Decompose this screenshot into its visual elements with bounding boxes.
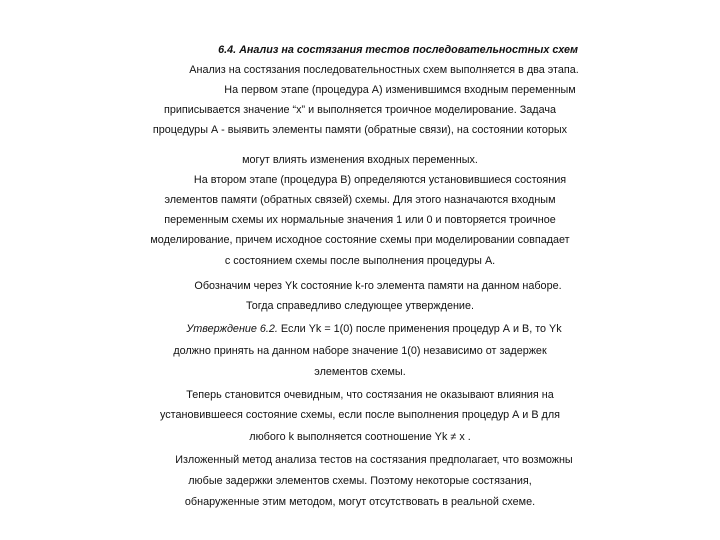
text-line-8: переменным схемы их нормальные значения 1 или 0 и повторяется троичное	[164, 214, 556, 226]
not-equal-symbol: ≠	[450, 431, 457, 443]
text-line-15: элементов схемы.	[314, 366, 406, 378]
text-line-16: Теперь становится очевидным, что состязания не оказывают влияния на	[186, 389, 554, 401]
statement-line	[14, 319, 720, 340]
text-line-11: Обозначим через Yk состояние k-го элемента памяти на данном наборе.	[194, 280, 562, 292]
section-heading: 6.4. Анализ на состязания тестов последовательностных схем	[218, 44, 578, 56]
relation-before: любого k выполняется соотношение Yk	[249, 431, 448, 443]
relation-after: x .	[459, 431, 471, 443]
text-line-3: приписывается значение “x” и выполняется троичное моделирование. Задача	[163, 104, 556, 116]
relation-line	[0, 427, 720, 448]
text-line-5: могут влиять изменения входных переменных.	[242, 154, 478, 166]
statement-label: Утверждение 6.2.	[186, 323, 278, 335]
text-line-6: На втором этапе (процедура В) определяются установившиеся состояния	[193, 174, 567, 186]
text-line-1: Анализ на состязания последовательностных схем выполняется в два этапа.	[189, 64, 579, 76]
text-line-9: моделирование, причем исходное состояние схемы при моделировании совпадает	[150, 234, 570, 246]
statement-text: Если Yk = 1(0) после применения процедур А и В, то Yk	[277, 323, 562, 335]
text-line-21: обнаруженные этим методом, могут отсутствовать в реальной схеме.	[184, 496, 536, 508]
text-line-12: Тогда справедливо следующее утверждение.	[246, 300, 474, 312]
text-line-20: любые задержки элементов схемы. Поэтому некоторые состязания,	[188, 475, 532, 487]
text-line-10: с состоянием схемы после выполнения процедуры А.	[224, 255, 496, 267]
text-line-14: должно принять на данном наборе значение 1(0) независимо от задержек	[173, 345, 547, 357]
text-line-7: элементов памяти (обратных связей) схемы. Для этого назначаются входным	[164, 194, 556, 206]
text-line-17: установившееся состояние схемы, если после выполнения процедур А и В для	[159, 409, 560, 421]
text-line-2: На первом этапе (процедура А) изменившимся входным переменным	[224, 84, 576, 96]
text-line-19: Изложенный метод анализа тестов на состязания предполагает, что возможны	[175, 454, 573, 466]
text-line-4: процедуры А - выявить элементы памяти (обратные связи), на состоянии которых	[152, 124, 568, 136]
